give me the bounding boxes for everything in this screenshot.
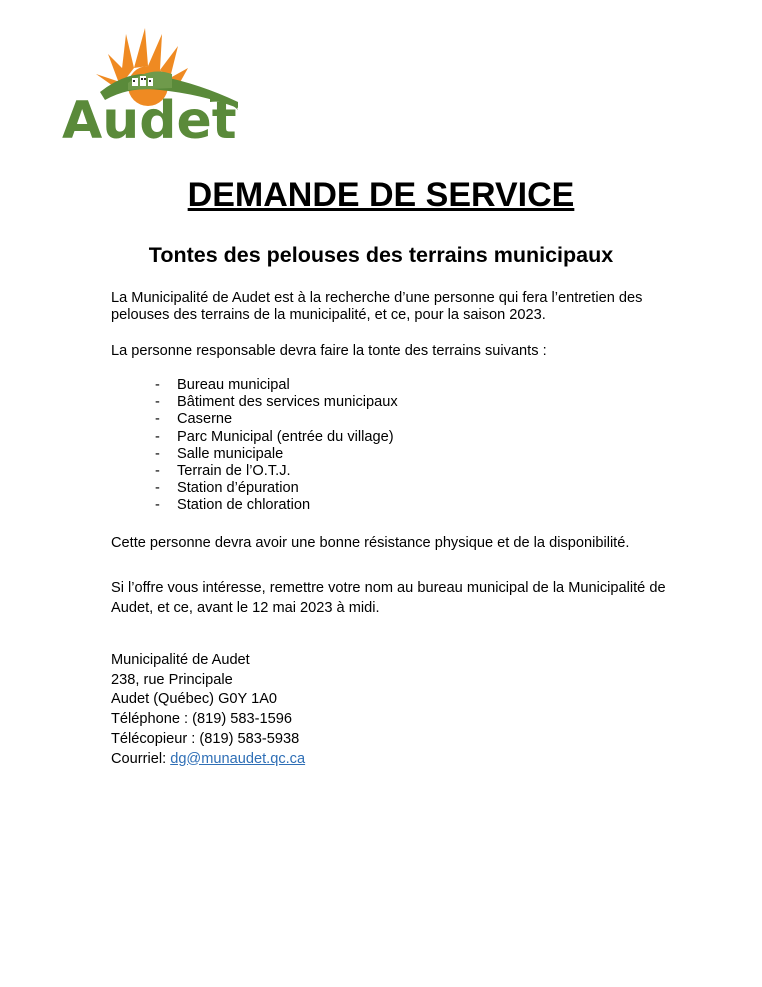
contact-address: 238, rue Principale [111, 671, 233, 688]
contact-phone: Téléphone : (819) 583-1596 [111, 711, 292, 728]
list-bullet: - [155, 394, 160, 411]
list-item: - Station d’épuration [155, 480, 299, 497]
list-item: - Salle municipale [155, 445, 284, 462]
contact-block [111, 651, 305, 769]
list-bullet: - [155, 377, 160, 393]
list-bullet: - [155, 463, 160, 480]
contact-fax: Télécopieur : (819) 583-5938 [111, 730, 300, 747]
list-bullet: - [155, 480, 160, 497]
terrain-list [155, 377, 398, 515]
logo-wordmark: Audet [62, 91, 237, 143]
list-item: - Caserne [155, 411, 233, 428]
email-link[interactable]: dg@munaudet.qc.ca [170, 750, 306, 767]
list-item: - Terrain de l’O.T.J. [155, 463, 291, 480]
requirements-paragraph: Cette personne devra avoir une bonne résistance physique et de la disponibilité. [111, 535, 630, 551]
list-bullet: - [155, 445, 160, 462]
page-title: DEMANDE DE SERVICE [187, 176, 575, 214]
contact-email-line [111, 750, 305, 770]
list-item: - Parc Municipal (entrée du village) [155, 428, 394, 445]
intro-paragraph: La Municipalité de Audet est à la recherche d’une personne qui fera l’entretien des pelouses des terrains de la municipalité, et ce, pour la saison 2023. [111, 290, 643, 323]
list-item: - Bâtiment des services municipaux [155, 394, 398, 411]
page-subtitle: Tontes des pelouses des terrains municipaux [148, 243, 614, 267]
list-bullet: - [155, 497, 160, 514]
list-intro-paragraph: La personne responsable devra faire la tonte des terrains suivants : [111, 343, 547, 359]
list-item: - Station de chloration [155, 497, 311, 514]
contact-city: Audet (Québec) G0Y 1A0 [111, 691, 278, 708]
email-label: Courriel: [111, 750, 171, 767]
list-bullet: - [155, 411, 160, 428]
contact-name: Municipalité de Audet [111, 652, 250, 668]
audet-logo [60, 28, 245, 143]
list-bullet: - [155, 428, 160, 445]
list-item: - Bureau municipal [155, 377, 290, 393]
offer-paragraph: Si l’offre vous intéresse, remettre votre nom au bureau municipal de la Municipalité de Audet, et ce, avant le 12 mai 2023 à midi. [111, 580, 666, 616]
